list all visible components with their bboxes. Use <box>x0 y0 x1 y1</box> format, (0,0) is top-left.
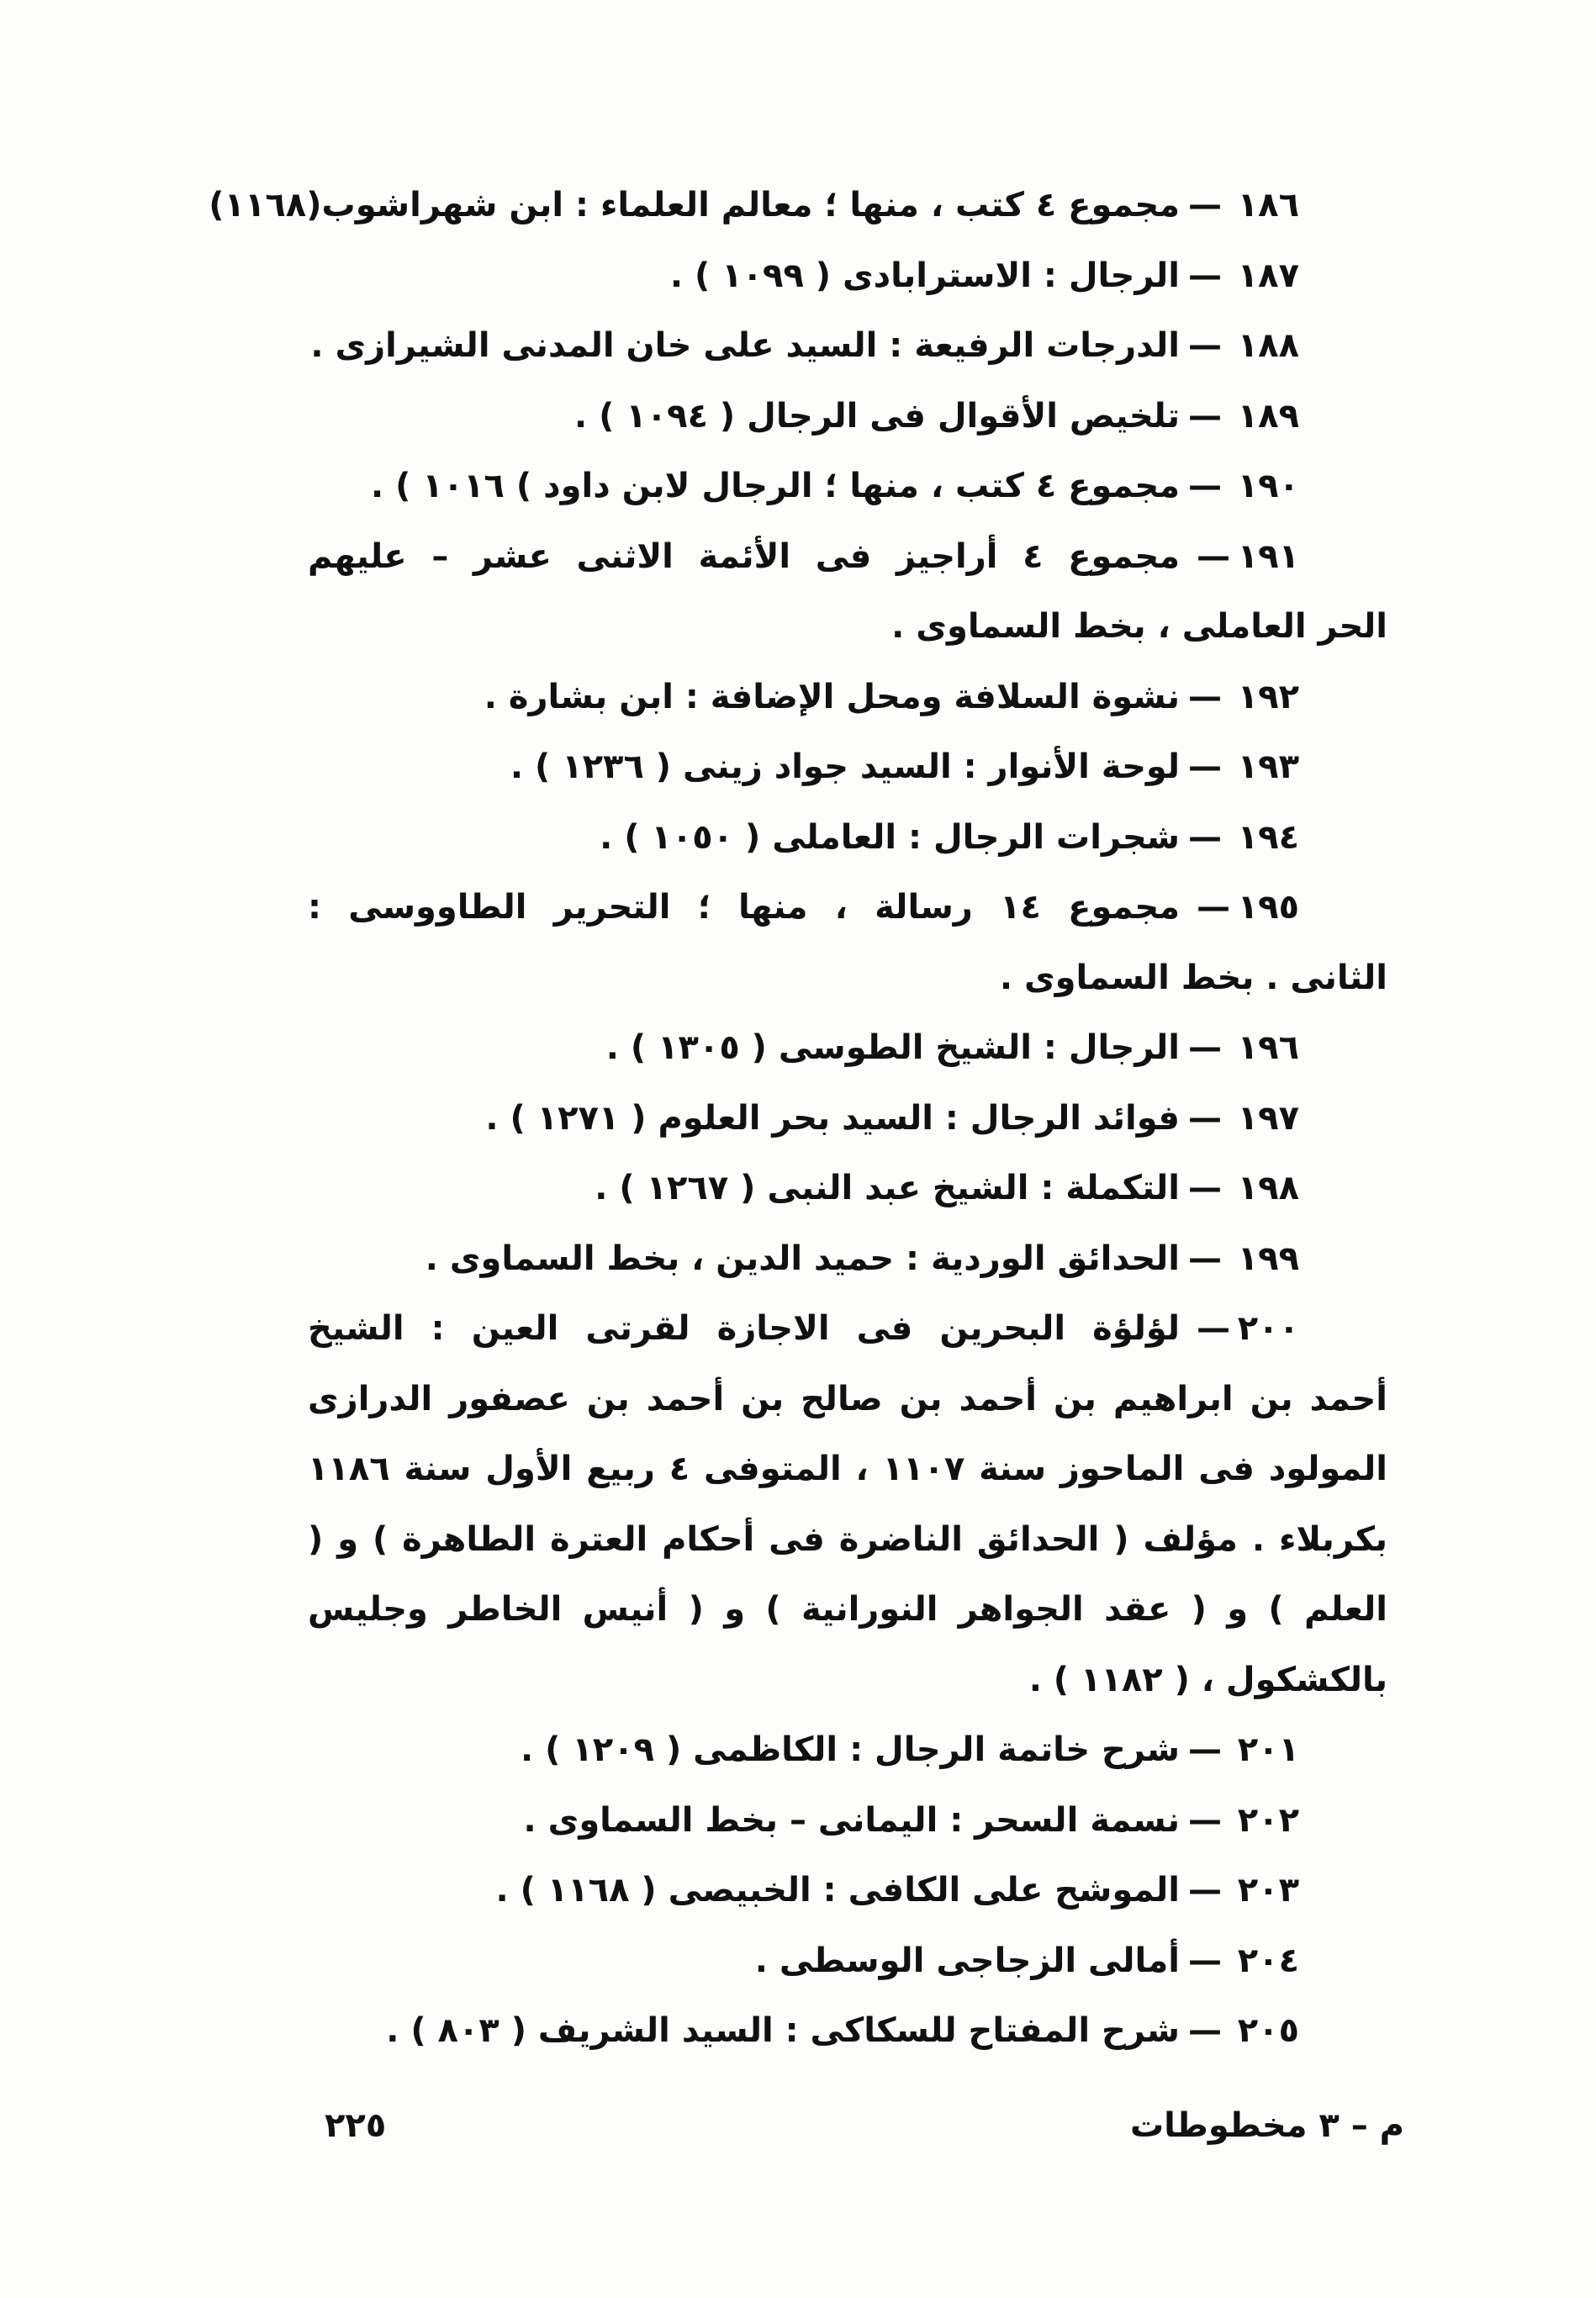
entry-text: الدرجات الرفيعة : السيد على خان المدنى الشيرازى . <box>310 326 1180 365</box>
entry-continuation-line: بكربلاء . مؤلف ( الحدائق الناضرة فى أحكام العترة الطاهرة ) و ( <box>308 1519 1387 1559</box>
entry-dash: — <box>1188 748 1222 786</box>
entry-line <box>308 1013 1387 1084</box>
entry-line <box>308 1786 1387 1857</box>
entry-line <box>308 1926 1387 1997</box>
entry-continuation-line: الثانى . بخط السماوى . <box>999 958 1387 997</box>
entry-text: التكملة : الشيخ عبد النبى ( ١٢٦٧ ) . <box>595 1169 1180 1207</box>
entry-number: ١٩٩ <box>1237 1239 1299 1278</box>
entry-text: مجموع ٤ كتب ، منها ؛ معالم العلماء : ابن شهراشوب(١١٦٨) <box>209 186 1180 225</box>
entry-text: الحدائق الوردية : حميد الدين ، بخط السماوى . <box>425 1239 1180 1278</box>
entry-dash: — <box>1188 256 1222 295</box>
entry-line <box>308 1996 1387 2067</box>
entry-number: ١٩٤ <box>1237 817 1299 857</box>
entry-dash: — <box>1188 677 1222 716</box>
entry-line <box>308 522 1387 593</box>
entry-number: ١٨٧ <box>1237 256 1299 295</box>
entry-dash: — <box>1188 2011 1222 2050</box>
entry-text: نشوة السلافة ومحل الإضافة : ابن بشارة . <box>484 677 1180 716</box>
page-footer <box>308 2106 1404 2165</box>
entry-dash: — <box>1197 888 1230 927</box>
entry-number: ١٨٨ <box>1237 326 1299 365</box>
entry-line <box>308 382 1387 452</box>
entry-continuation-line: أحمد بن ابراهيم بن أحمد بن صالح بن أحمد بن عصفور الدرازى <box>308 1379 1387 1418</box>
entry-dash: — <box>1188 1028 1222 1067</box>
entry-dash: — <box>1188 1730 1222 1769</box>
entry-dash: — <box>1188 1169 1222 1207</box>
manuscript-list <box>209 171 1387 2067</box>
entry-dash: — <box>1188 186 1222 225</box>
entry-text: لوحة الأنوار : السيد جواد زينى ( ١٢٣٦ ) . <box>510 748 1180 786</box>
entry-line <box>308 311 1387 382</box>
entry-text: لؤلؤة البحرين فى الاجازة لقرتى العين : الشيخ <box>308 1309 1180 1348</box>
entry-text: فوائد الرجال : السيد بحر العلوم ( ١٢٧١ ) . <box>485 1098 1180 1138</box>
entry-text: نسمة السحر : اليمانى – بخط السماوى . <box>523 1800 1180 1840</box>
entry-line <box>308 803 1387 874</box>
page-number: ٢٢٥ <box>325 2106 387 2145</box>
entry-number: ٢٠٢ <box>1237 1800 1299 1840</box>
entry-dash: — <box>1197 536 1230 576</box>
entry-line <box>308 1084 1387 1154</box>
signature-mark: م – ٣ مخطوطات <box>1129 2106 1404 2145</box>
entry-number: ١٩٥ <box>1237 888 1299 927</box>
entry-line <box>308 873 1387 943</box>
entry-line <box>209 171 1387 241</box>
entry-text: مجموع ٤ كتب ، منها ؛ الرجال لابن داود ) ١٠١٦ ) . <box>370 467 1180 505</box>
entry-dash: — <box>1188 1941 1222 1980</box>
entry-number: ١٩٠ <box>1237 467 1299 505</box>
entry-continuation-line: المولود فى الماحوز سنة ١١٠٧ ، المتوفى ٤ ربيع الأول سنة ١١٨٦ <box>308 1450 1387 1488</box>
entry-text: مجموع ٤ أراجيز فى الأئمة الاثنى عشر – عليهم <box>308 536 1180 576</box>
entry-line <box>308 1856 1387 1926</box>
entry-number: ١٩٧ <box>1237 1098 1299 1138</box>
entry-dash: — <box>1188 1871 1222 1910</box>
entry-dash: — <box>1188 326 1222 365</box>
entry-text: تلخيص الأقوال فى الرجال ( ١٠٩٤ ) . <box>574 396 1180 436</box>
entry-line <box>308 1715 1387 1786</box>
entry-number: ٢٠٣ <box>1237 1871 1299 1910</box>
entry-text: شرح المفتاح للسكاكى : السيد الشريف ( ٨٠٣ ) . <box>386 2011 1180 2050</box>
entry-dash: — <box>1188 1239 1222 1278</box>
entry-line <box>308 1154 1387 1224</box>
entry-number: ٢٠٠ <box>1237 1309 1299 1348</box>
entry-number: ١٨٦ <box>1237 186 1299 225</box>
entry-dash: — <box>1188 1098 1222 1138</box>
entry-text: الرجال : الاسترابادى ( ١٠٩٩ ) . <box>669 256 1180 295</box>
entry-number: ١٨٩ <box>1237 396 1299 436</box>
entry-line <box>308 241 1387 312</box>
entry-continuation-line: الحر العاملى ، بخط السماوى . <box>891 607 1387 646</box>
entry-continuation-line: العلم ) و ( عقد الجواهر النورانية ) و ( أنيس الخاطر وجليس <box>308 1590 1387 1629</box>
entry-dash: — <box>1188 1800 1222 1840</box>
entry-line <box>308 1224 1387 1295</box>
entry-continuation-line: بالكشكول ، ( ١١٨٢ ) . <box>1028 1660 1387 1699</box>
entry-number: ٢٠١ <box>1237 1730 1299 1769</box>
entry-dash: — <box>1188 467 1222 505</box>
entry-number: ٢٠٤ <box>1237 1941 1299 1980</box>
entry-dash: — <box>1197 1309 1230 1348</box>
entry-text: شرح خاتمة الرجال : الكاظمى ( ١٢٠٩ ) . <box>521 1730 1180 1769</box>
entry-number: ١٩٦ <box>1237 1028 1299 1067</box>
entry-number: ١٩٨ <box>1237 1169 1299 1207</box>
entry-line <box>308 663 1387 733</box>
entry-number: ١٩٣ <box>1237 748 1299 786</box>
entry-dash: — <box>1188 817 1222 857</box>
entry-text: أمالى الزجاجى الوسطى . <box>754 1941 1180 1980</box>
entry-text: مجموع ١٤ رسالة ، منها ؛ التحرير الطاووسى : <box>308 888 1180 927</box>
entry-line <box>308 1294 1387 1365</box>
entry-text: الموشح على الكافى : الخبيصى ( ١١٦٨ ) . <box>495 1871 1180 1910</box>
entry-text: شجرات الرجال : العاملى ( ١٠٥٠ ) . <box>600 817 1180 857</box>
entry-text: الرجال : الشيخ الطوسى ( ١٣٠٥ ) . <box>605 1028 1180 1067</box>
entry-number: ١٩١ <box>1237 536 1299 576</box>
entry-dash: — <box>1188 396 1222 436</box>
entry-line <box>308 732 1387 803</box>
entry-line <box>308 452 1387 522</box>
entry-number: ٢٠٥ <box>1237 2011 1299 2050</box>
entry-number: ١٩٢ <box>1237 677 1299 716</box>
